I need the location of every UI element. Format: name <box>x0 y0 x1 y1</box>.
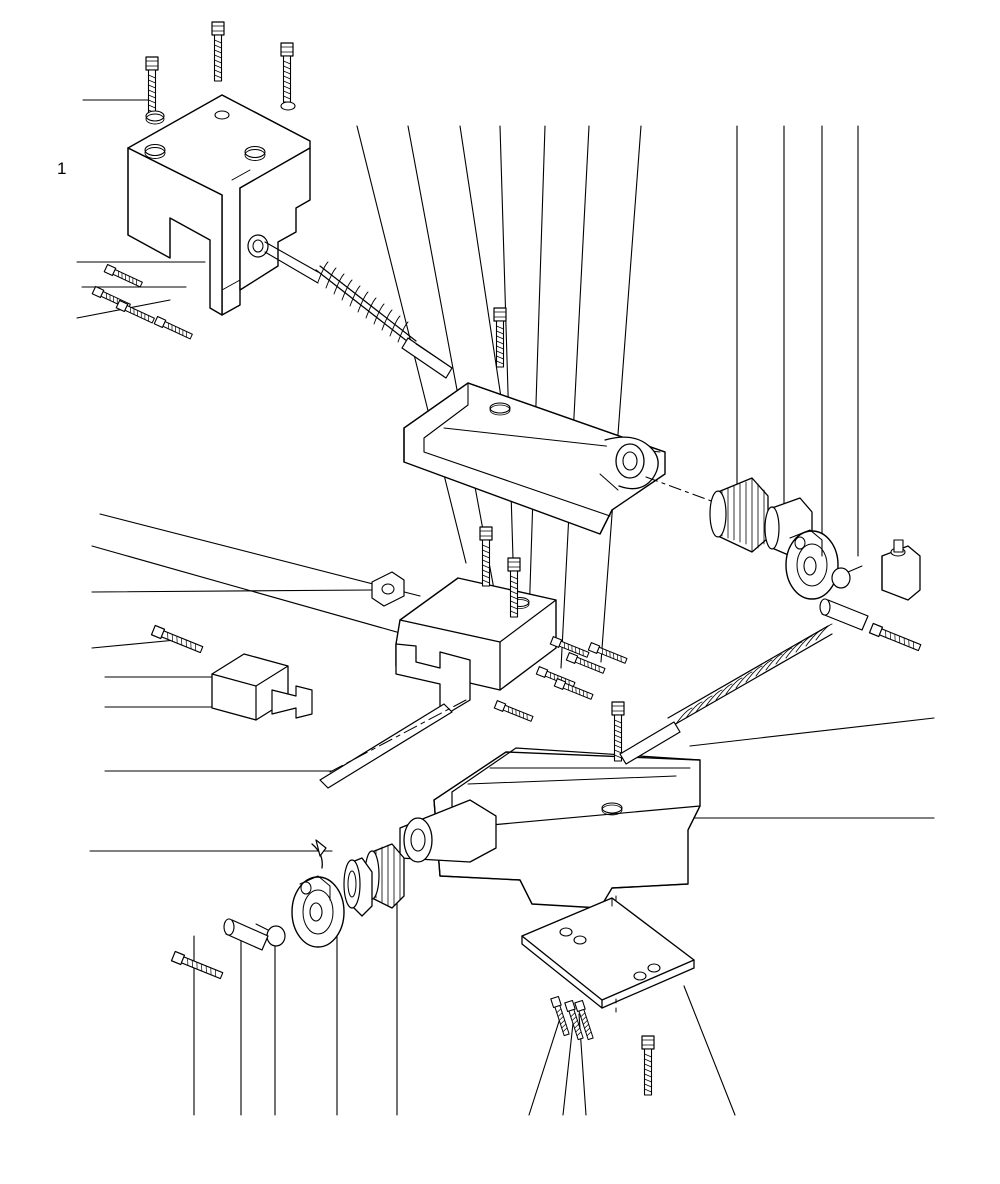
limit-switch-block <box>151 625 312 720</box>
bracket-side-screws <box>92 264 193 340</box>
gib-strip <box>320 704 452 788</box>
right-handwheel-assembly <box>646 477 921 652</box>
upper-dovetail-rail <box>404 308 665 534</box>
callout-label-1: 1 <box>57 159 67 178</box>
leader-lines-top <box>357 126 858 668</box>
leader-lines-bottom <box>194 880 735 1115</box>
bottom-mounting-plate <box>522 898 694 1008</box>
left-handwheel-assembly <box>171 840 404 980</box>
leader-lines-right <box>688 718 934 818</box>
motor-mount-bracket <box>128 95 310 315</box>
